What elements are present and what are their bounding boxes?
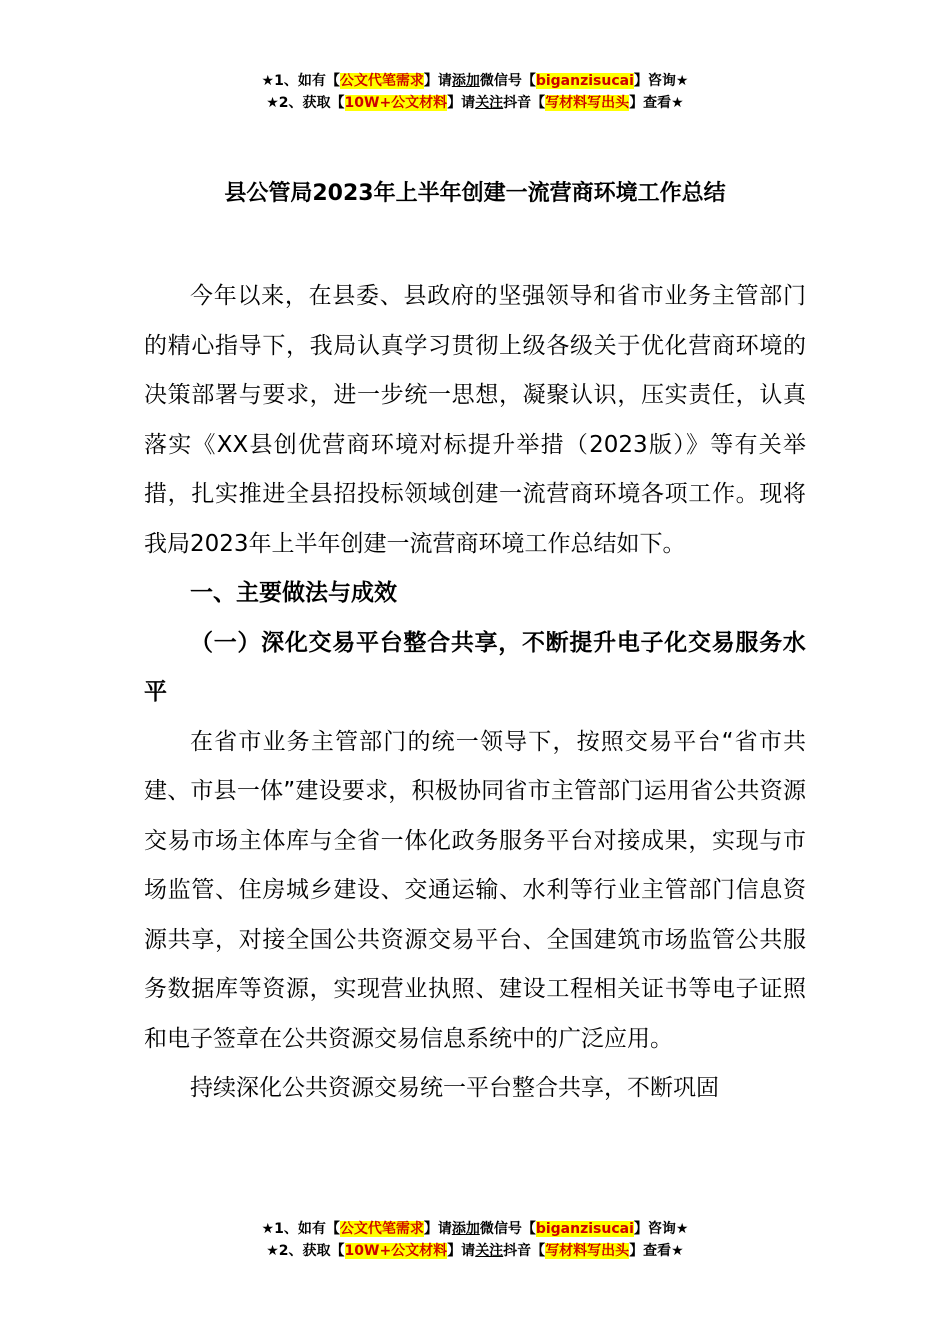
banner-line-2: ★2、获取【10W+公文材料】请关注抖音【写材料写出头】查看★ <box>266 95 684 111</box>
banner-line-2: ★2、获取【10W+公文材料】请关注抖音【写材料写出头】查看★ <box>266 1243 684 1259</box>
top-banner <box>0 70 950 114</box>
highlight-materials: 10W+公文材料 <box>344 95 448 111</box>
highlight-service: 公文代笔需求 <box>339 73 424 89</box>
intro-paragraph: 今年以来，在县委、县政府的坚强领导和省市业务主管部门的精心指导下，我局认真学习贯彻上级各级关于优化营商环境的决策部署与要求，进一步统一思想，凝聚认识，压实责任，认真落实《XX县创优营商环境对标提升举措（2023版）》等有关举措，扎实推进全县招投标领域创建一流营商环境各项工作。现将我局2023年上半年创建一流营商环境工作总结如下。 <box>144 283 806 557</box>
highlight-wechat-id: biganzisucai <box>535 1221 634 1237</box>
banner-line-1: ★1、如有【公文代笔需求】请添加微信号【biganzisucai】咨询★ <box>261 73 689 89</box>
banner-line-1: ★1、如有【公文代笔需求】请添加微信号【biganzisucai】咨询★ <box>261 1221 689 1237</box>
bottom-banner <box>0 1218 950 1262</box>
highlight-wechat-id: biganzisucai <box>535 73 634 89</box>
document-body <box>144 272 806 1114</box>
highlight-douyin-account: 写材料写出头 <box>545 1243 630 1259</box>
highlight-douyin-account: 写材料写出头 <box>545 95 630 111</box>
body-paragraph: 持续深化公共资源交易统一平台整合共享，不断巩固 <box>190 1075 719 1101</box>
subsection-heading: （一）深化交易平台整合共享，不断提升电子化交易服务水平 <box>144 629 806 705</box>
section-heading: 一、主要做法与成效 <box>190 580 397 606</box>
document-title: 县公管局2023年上半年创建一流营商环境工作总结 <box>224 181 726 206</box>
highlight-service: 公文代笔需求 <box>339 1221 424 1237</box>
highlight-materials: 10W+公文材料 <box>344 1243 448 1259</box>
body-paragraph: 在省市业务主管部门的统一领导下，按照交易平台“省市共建、市县一体”建设要求，积极协同省市主管部门运用省公共资源交易市场主体库与全省一体化政务服务平台对接成果，实现与市场监管、住房城乡建设、交通运输、水利等行业主管部门信息资源共享，对接全国公共资源交易平台、全国建筑市场监管公共服务数据库等资源，实现营业执照、建设工程相关证书等电子证照和电子签章在公共资源交易信息系统中的广泛应用。 <box>144 728 806 1052</box>
